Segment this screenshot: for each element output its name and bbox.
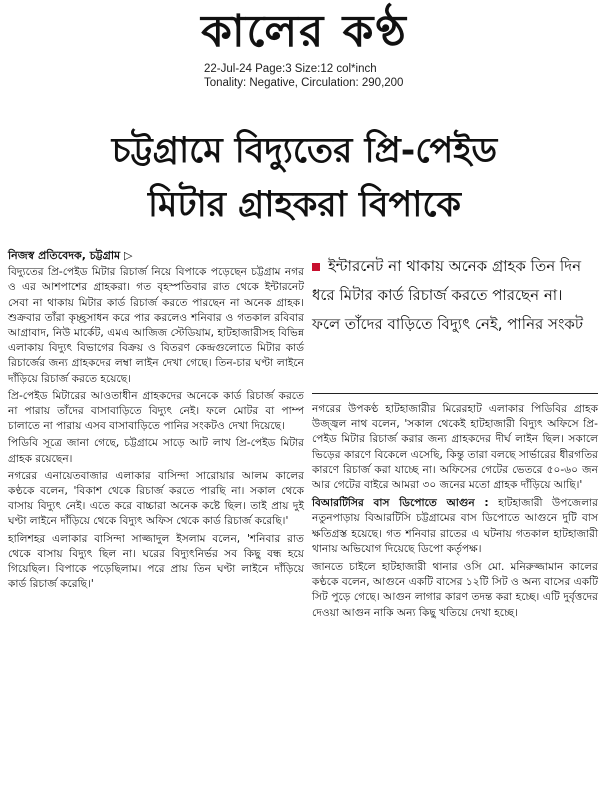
masthead-logo: কালের কণ্ঠ (201, 6, 408, 57)
headline-line-1: চট্টগ্রামে বিদ্যুতের প্রি-পেইড (111, 131, 498, 171)
paragraph: প্রি-পেইড মিটারের আওতাধীন গ্রাহকদের অনেকে কার্ড রিচার্জ করতে না পারায় তাঁদের বাসাবাড়িতে বিদ্যুৎ নেই। ফলে মোটর বা পাম্প চালাতে না পারায় এসব বাসাবাড়িতে পানির সংকটও দেখা দিয়েছে। (8, 389, 304, 433)
paragraph: জানতে চাইলে হাটহাজারী থানার ওসি মো. মনিরুজ্জামান কালের কণ্ঠকে বলেন, আগুনে একটি বাসের ১২টি সিট ও অন্য বাসের একটি সিট পুড়ে গেছে। আগুন লাগার কারণ তদন্ত করা হচ্ছে। এটি দুর্বৃত্তদের দেওয়া আগুন নাকি অন্য কিছু খতিয়ে দেখা হচ্ছে। (312, 561, 598, 619)
red-square-icon (312, 263, 320, 271)
headline-line-2: মিটার গ্রাহকরা বিপাকে (148, 185, 461, 225)
byline-arrow-icon: ▷ (123, 249, 133, 262)
subhead: বিআরটিসির বাস ডিপোতে আগুন : (312, 497, 489, 510)
byline-text: নিজস্ব প্রতিবেদক, চট্টগ্রাম (8, 249, 121, 262)
meta-tonality: Tonality: Negative, Circulation: 290,200 (204, 77, 404, 89)
paragraph: বিদ্যুতের প্রি-পেইড মিটার রিচার্জ নিয়ে বিপাকে পড়েছেন চট্টগ্রাম নগর ও এর আশপাশের গ্রাহকরা। গত বৃহস্পতিবার রাত থেকে ইন্টারনেট সেবা না থাকায় মিটার কার্ড রিচার্জ করতে পারছেন না অনেক গ্রাহক। শুক্রবার তাঁরা কৃচ্ছ্রসাধন করে পার করলেও শনিবার ও গতকাল রবিবার আগ্রাবাদ, নিউ মার্কেট, এমএ আজিজ স্টেডিয়াম, হাটহাজারীসহ বিভিন্ন এলাকায় বিদ্যুৎ বিভাগের বিক্রয় ও বিতরণ কেন্দ্রগুলোতে মিটার কার্ড রিচার্জের জন্য গ্রাহকদের লম্বা লাইন দেখা গেছে। তিন-চার ঘণ্টা লাইনে দাঁড়িয়ে রিচার্জ করতে হয়েছে। (8, 266, 304, 385)
pull-quote-text: ইন্টারনেট না থাকায় অনেক গ্রাহক তিন দিন ধরে মিটার কার্ড রিচার্জ করতে পারছেন না। ফলে তাঁদের বাড়িতে বিদ্যুৎ নেই, পানির সংকট (312, 257, 584, 333)
byline (8, 248, 304, 263)
column-divider (312, 393, 598, 394)
paragraph: হালিশহর এলাকার বাসিন্দা সাজ্জাদুল ইসলাম বলেন, 'শনিবার রাত থেকে বাসায় বিদ্যুৎ ছিল না। ঘরের বিদ্যুৎনির্ভর সব কিছু বন্ধ হয়ে গিয়েছিল। বিপাকে পড়েছিলাম। পরে প্রায় তিন ঘণ্টা লাইনে দাঁড়িয়ে কার্ড রিচার্জ করেছি।' (8, 532, 304, 591)
article-column-right (312, 402, 598, 621)
meta-date-page: 22-Jul-24 Page:3 Size:12 col*inch (204, 63, 377, 75)
subhead-paragraph (312, 496, 598, 557)
paragraph: নগরের উপকণ্ঠ হাটহাজারীর মিরেরহাট এলাকার পিডিবির গ্রাহক উজ্জ্বল নাথ বলেন, 'সকাল থেকেই হাটহাজারী বিদ্যুৎ অফিসে প্রি-পেইড মিটার রিচার্জ করার জন্য গ্রাহকদের দীর্ঘ লাইন ছিল। সকালে ভিড়ের কারণে বিকেলে এসেছি, কিন্তু তারা বলছে সার্ভারের ধীরগতির কারণে রিচার্জ করা যাচ্ছে না। অফিসের গেটের ভেতরে ৫০-৬০ জন আর গেটের বাইরে আমরা ৩০ জনের মতো গ্রাহক দাঁড়িয়ে আছি।' (312, 403, 598, 492)
pull-quote (312, 252, 592, 339)
article-column-left (8, 248, 304, 592)
subhead-text: হাটহাজারী উপজেলার নতুনপাড়ায় বিআরটিসি চট্টগ্রামের বাস ডিপোতে আগুনে দুটি বাস ক্ষতিগ্রস্ত হয়েছে। গত শনিবার রাতের এ ঘটনায় গতকাল হাটহাজারী থানায় অভিযোগ দিয়েছে ডিপো কর্তৃপক্ষ। (312, 497, 598, 555)
paragraph: নগরের এনায়েতবাজার এলাকার বাসিন্দা সারোয়ার আলম কালের কণ্ঠকে বলেন, 'বিকাশ থেকে রিচার্জ করতে পারছি না। সকাল থেকে বাসায় বিদ্যুৎ নেই। এতে করে বাচ্চারা অনেক কষ্টে ছিল। তাই প্রায় দুই ঘণ্টা লাইনে দাঁড়িয়ে থেকে বিদ্যুৎ অফিস থেকে কার্ড রিচার্জ করেছি।' (8, 469, 304, 528)
article-headline (10, 124, 599, 232)
clipping-meta (204, 62, 403, 90)
paragraph: পিডিবি সূত্রে জানা গেছে, চট্টগ্রামে সাড়ে আট লাখ প্রি-পেইড মিটার গ্রাহক রয়েছেন। (8, 437, 304, 465)
